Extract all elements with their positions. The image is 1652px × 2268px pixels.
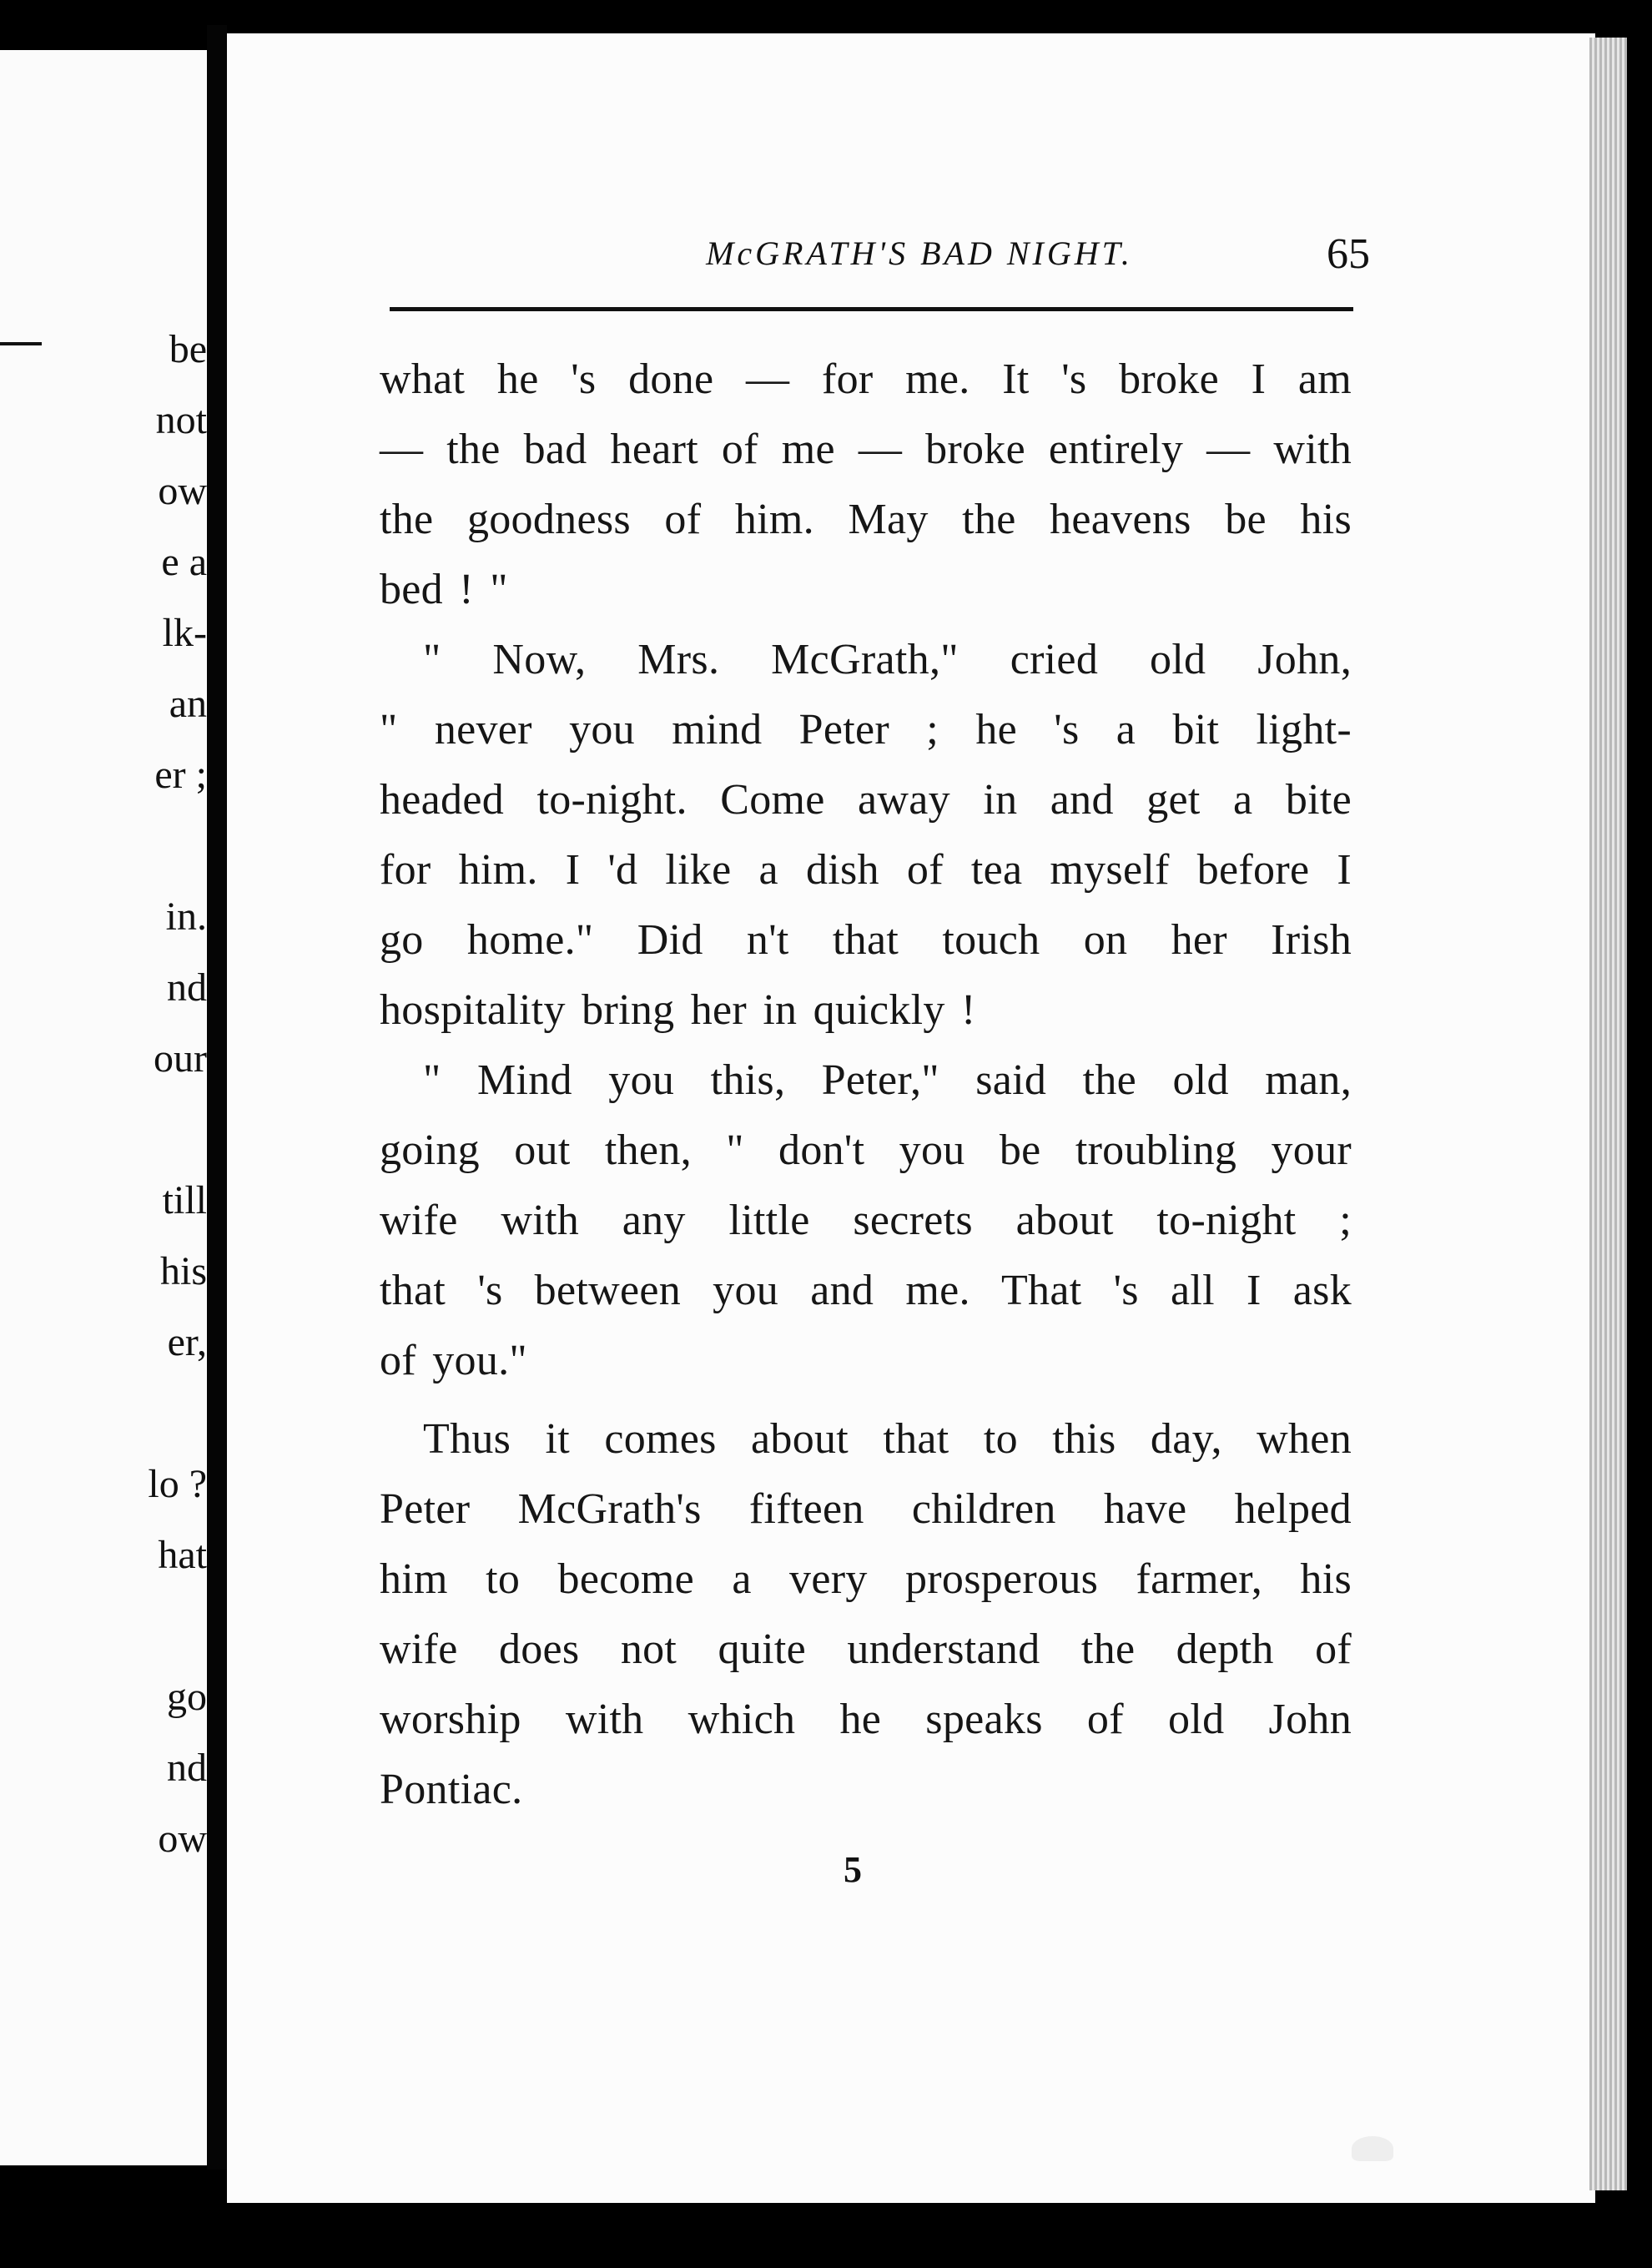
previous-page-fragment-line: hat: [158, 1533, 207, 1577]
header-rule: [390, 307, 1353, 311]
previous-page-fragment-line: ow: [158, 1817, 207, 1861]
text-line: wife does not quite understand the depth of: [380, 1625, 1352, 1673]
text-line: " never you mind Peter ; he 's a bit light-: [380, 706, 1352, 753]
previous-page-fragment-line: not: [155, 398, 207, 442]
text-line: going out then, " don't you be troubling your: [380, 1126, 1352, 1174]
page-edge-stack: [1589, 38, 1627, 2190]
previous-page-fragment: [0, 50, 207, 2165]
previous-page-fragment-line: ow: [158, 469, 207, 513]
text-line: bed ! ": [380, 566, 508, 613]
text-line: worship with which he speaks of old John: [380, 1696, 1352, 1743]
paragraph-first-line: Thus it comes about that to this day, when: [423, 1415, 1352, 1463]
text-line: wife with any little secrets about to-night ;: [380, 1197, 1352, 1244]
previous-page-fragment-line: e a: [161, 540, 207, 584]
text-line: Peter McGrath's fifteen children have helped: [380, 1485, 1352, 1533]
ink-blot-mark: [38, 1529, 111, 1616]
book-gutter: [207, 25, 227, 2170]
scan-speck: [1352, 2136, 1393, 2161]
text-line: go home." Did n't that touch on her Irish: [380, 916, 1352, 964]
previous-page-fragment-line: er,: [167, 1320, 207, 1364]
previous-page-fragment-line: in.: [165, 895, 207, 939]
previous-page-fragment-line: be: [169, 327, 207, 371]
text-line: of you.": [380, 1337, 527, 1384]
running-head: McGRATH'S BAD NIGHT.: [706, 234, 1133, 272]
paragraph-first-line: " Now, Mrs. McGrath," cried old John,: [423, 636, 1352, 683]
text-line: hospitality bring her in quickly !: [380, 986, 976, 1034]
text-line: — the bad heart of me — broke entirely — with: [380, 426, 1352, 473]
text-line: that 's between you and me. That 's all I ask: [380, 1267, 1352, 1314]
text-line: the goodness of him. May the heavens be his: [380, 496, 1352, 543]
paragraph-first-line: " Mind you this, Peter," said the old man,: [423, 1056, 1352, 1104]
previous-page-fragment-line: till: [162, 1178, 207, 1222]
text-line: him to become a very prosperous farmer, his: [380, 1555, 1352, 1603]
page-number: 65: [1327, 230, 1370, 278]
text-line: what he 's done — for me. It 's broke I am: [380, 355, 1352, 403]
signature-mark: 5: [844, 1849, 862, 1890]
text-line: Pontiac.: [380, 1766, 523, 1813]
previous-page-fragment-line: his: [159, 1249, 207, 1293]
text-line: headed to-night. Come away in and get a bite: [380, 776, 1352, 824]
previous-page-fragment-line: lk-: [162, 611, 207, 655]
text-line: for him. I 'd like a dish of tea myself before I: [380, 846, 1352, 894]
previous-page-fragment-line: our: [154, 1036, 207, 1081]
previous-page-fragment-line: nd: [167, 1746, 207, 1790]
previous-page-fragment-line: lo ?: [148, 1462, 207, 1506]
book-page: [227, 33, 1595, 2203]
previous-page-fragment-line: an: [169, 682, 207, 726]
previous-page-fragment-line: nd: [167, 965, 207, 1010]
previous-page-fragment-line: er ;: [154, 753, 207, 797]
previous-page-fragment-line: go: [167, 1675, 207, 1719]
